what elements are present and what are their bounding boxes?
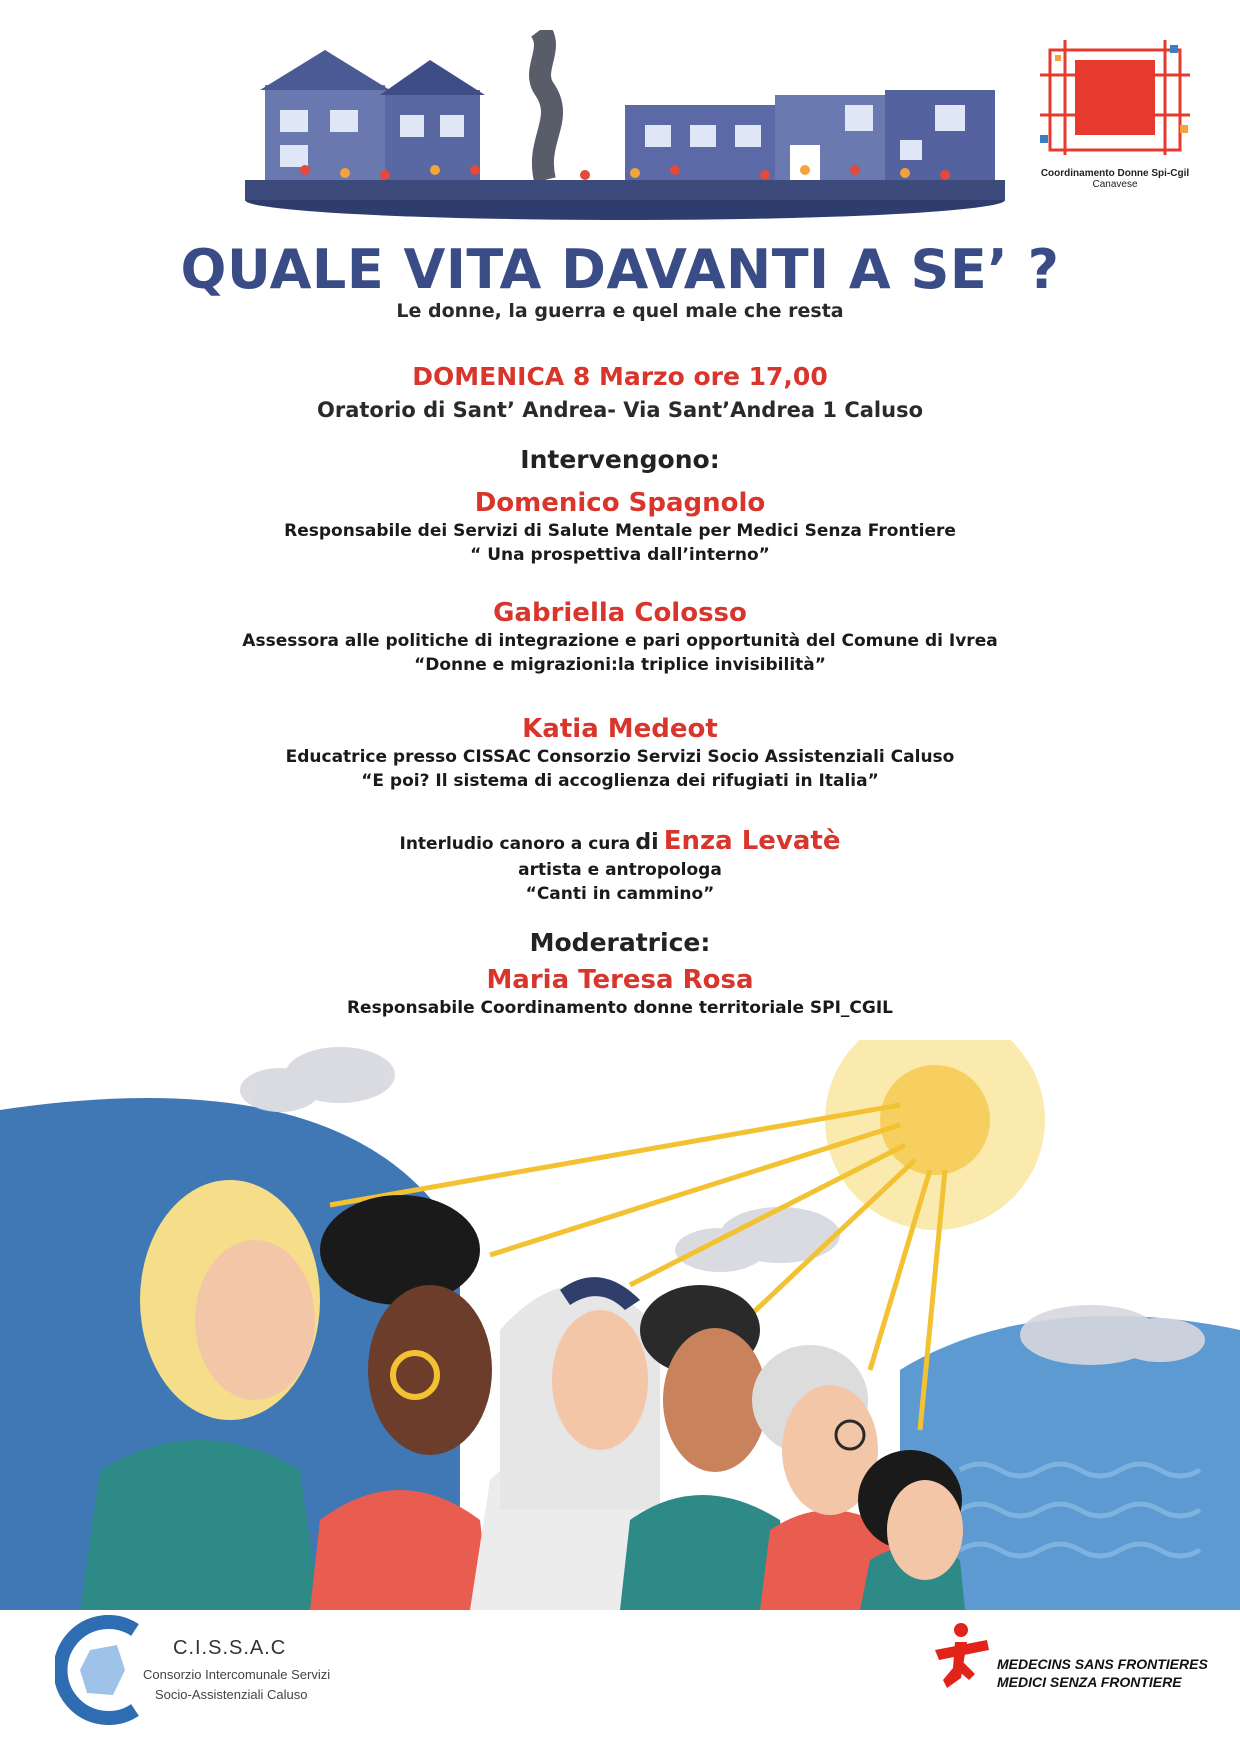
cissac-line2: Socio-Assistenziali Caluso bbox=[155, 1687, 308, 1702]
moderator-role: Responsabile Coordinamento donne territoriale SPI_CGIL bbox=[346, 998, 894, 1018]
cissac-line1: Consorzio Intercomunale Servizi bbox=[143, 1667, 331, 1682]
speaker-role: Educatrice presso CISSAC Consorzio Servizi Socio Assistenziali Caluso bbox=[285, 747, 955, 767]
speaker-talk-title: “Donne e migrazioni:la triplice invisibilità” bbox=[414, 655, 826, 675]
speaker-role: Assessora alle politiche di integrazione e pari opportunità del Comune di Ivrea bbox=[242, 631, 998, 651]
moderator-name: Maria Teresa Rosa bbox=[486, 965, 754, 995]
poster-title: QUALE VITA DAVANTI A SE’ ? bbox=[180, 238, 1060, 301]
speaker-talk-title: “ Una prospettiva dall’interno” bbox=[470, 545, 770, 565]
cissac-logo bbox=[55, 1615, 385, 1725]
speaker-name: Gabriella Colosso bbox=[493, 598, 747, 628]
speaker-name: Katia Medeot bbox=[522, 714, 718, 744]
spi-cgil-logo-line2: Canavese bbox=[1092, 179, 1138, 190]
interlude-prefix: Interludio canoro a cura bbox=[399, 834, 631, 854]
spi-cgil-logo-line1: Coordinamento Donne Spi-Cgil bbox=[1040, 168, 1190, 179]
speaker-role: Responsabile dei Servizi di Salute Mentale per Medici Senza Frontiere bbox=[284, 521, 956, 541]
speaker-talk-title: “E poi? Il sistema di accoglienza dei rifugiati in Italia” bbox=[361, 771, 879, 791]
interlude-di: di bbox=[635, 830, 659, 855]
speaker-name: Domenico Spagnolo bbox=[474, 488, 766, 518]
interlude-performer-name: Enza Levatè bbox=[663, 826, 841, 856]
event-venue: Oratorio di Sant’ Andrea- Via Sant’Andrea 1 Caluso bbox=[316, 398, 923, 422]
msf-running-man-icon bbox=[925, 1620, 995, 1690]
cissac-name: C.I.S.S.A.C bbox=[173, 1637, 287, 1659]
spi-cgil-logo bbox=[1030, 35, 1200, 195]
event-date-time: DOMENICA 8 Marzo ore 17,00 bbox=[412, 362, 828, 391]
cissac-logo-mark bbox=[55, 1615, 145, 1725]
women-sun-illustration bbox=[0, 1040, 1240, 1610]
msf-logo bbox=[925, 1620, 1215, 1710]
interlude-line bbox=[0, 826, 1240, 856]
msf-line1: MEDECINS SANS FRONTIERES bbox=[997, 1656, 1208, 1672]
msf-line2: MEDICI SENZA FRONTIERE bbox=[997, 1674, 1182, 1690]
war-town-illustration bbox=[245, 30, 1005, 220]
spi-cgil-logo-mark bbox=[1030, 35, 1200, 160]
speakers-heading: Intervengono: bbox=[520, 445, 720, 474]
poster-subtitle: Le donne, la guerra e quel male che resta bbox=[396, 300, 844, 322]
interlude-role: artista e antropologa bbox=[518, 860, 722, 880]
interlude-talk-title: “Canti in cammino” bbox=[525, 884, 715, 904]
moderator-heading: Moderatrice: bbox=[529, 928, 711, 957]
